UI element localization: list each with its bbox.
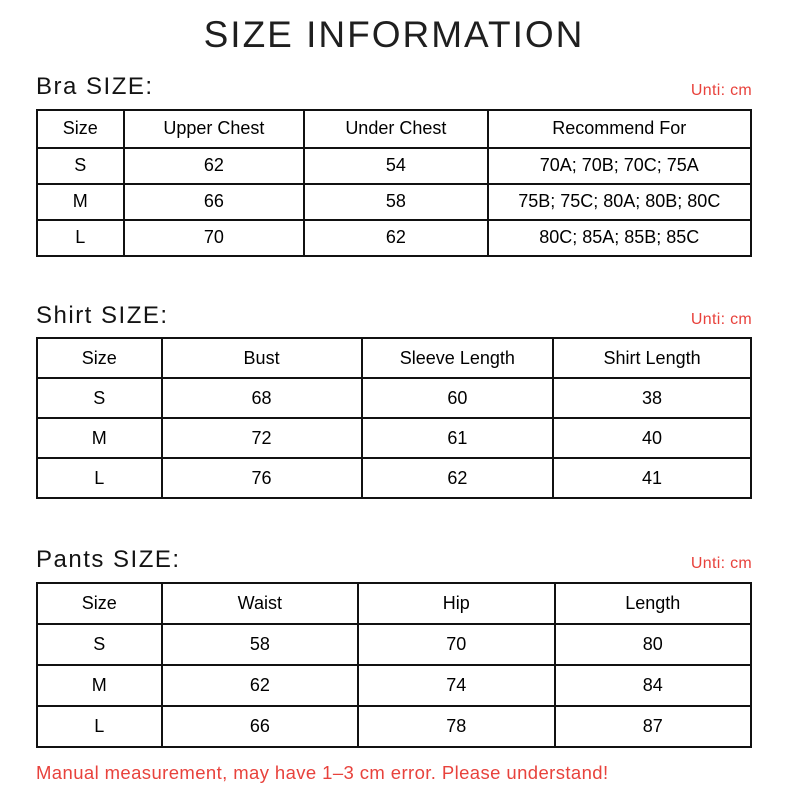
table-cell: 58 [304,184,487,220]
bra-size-section [36,73,752,257]
column-header: Bust [162,338,362,378]
table-row [37,706,751,747]
table-row [37,418,751,458]
table-row [37,665,751,706]
table-cell: 54 [304,148,487,184]
table-cell: M [37,418,162,458]
table-cell: 62 [124,148,305,184]
table-cell: 66 [162,706,358,747]
table-cell: 80 [555,624,751,665]
table-cell: 41 [553,458,751,498]
table-cell: 60 [362,378,554,418]
table-row [37,148,751,184]
table-cell: 62 [304,220,487,256]
table-cell: S [37,624,162,665]
table-cell: S [37,378,162,418]
pants-size-section [36,546,752,748]
table-cell: 70 [358,624,554,665]
column-header: Waist [162,583,358,624]
column-header: Length [555,583,751,624]
shirt-size-table [36,337,752,499]
column-header: Upper Chest [124,110,305,148]
pants-section-header [36,546,752,574]
table-cell: 80C; 85A; 85B; 85C [488,220,751,256]
pants-unit-label: Unti: cm [690,555,752,573]
table-row [37,184,751,220]
table-cell: 72 [162,418,362,458]
table-header-row [37,110,751,148]
page-title: SIZE INFORMATION [203,14,585,55]
table-cell: 87 [555,706,751,747]
table-cell: 75B; 75C; 80A; 80B; 80C [488,184,751,220]
column-header: Hip [358,583,554,624]
bra-section-header [36,73,752,101]
table-cell: M [37,184,124,220]
bra-section-title: Bra SIZE: [36,73,154,101]
shirt-size-section [36,302,752,500]
table-cell: 38 [553,378,751,418]
bra-size-table [36,109,752,257]
pants-size-table [36,582,752,748]
column-header: Size [37,110,124,148]
table-row [37,220,751,256]
table-cell: 84 [555,665,751,706]
table-cell: L [37,220,124,256]
shirt-unit-label: Unti: cm [690,310,752,328]
table-cell: 40 [553,418,751,458]
table-row [37,378,751,418]
bra-unit-label: Unti: cm [690,82,752,100]
table-cell: S [37,148,124,184]
table-cell: M [37,665,162,706]
shirt-section-header [36,302,752,330]
table-cell: 70 [124,220,305,256]
table-cell: 78 [358,706,554,747]
table-cell: 62 [362,458,554,498]
table-cell: 58 [162,624,358,665]
table-cell: 74 [358,665,554,706]
measurement-disclaimer: Manual measurement, may have 1–3 cm error. Please understand! [36,762,609,784]
pants-section-title: Pants SIZE: [36,546,181,574]
table-cell: 66 [124,184,305,220]
table-cell: 76 [162,458,362,498]
column-header: Size [37,583,162,624]
table-cell: L [37,458,162,498]
column-header: Under Chest [304,110,487,148]
table-cell: 61 [362,418,554,458]
column-header: Size [37,338,162,378]
table-row [37,624,751,665]
table-cell: L [37,706,162,747]
shirt-section-title: Shirt SIZE: [36,301,169,329]
table-header-row [37,583,751,624]
table-cell: 68 [162,378,362,418]
table-cell: 62 [162,665,358,706]
column-header: Recommend For [488,110,751,148]
table-row [37,458,751,498]
column-header: Sleeve Length [362,338,554,378]
table-cell: 70A; 70B; 70C; 75A [488,148,751,184]
table-header-row [37,338,751,378]
column-header: Shirt Length [553,338,751,378]
